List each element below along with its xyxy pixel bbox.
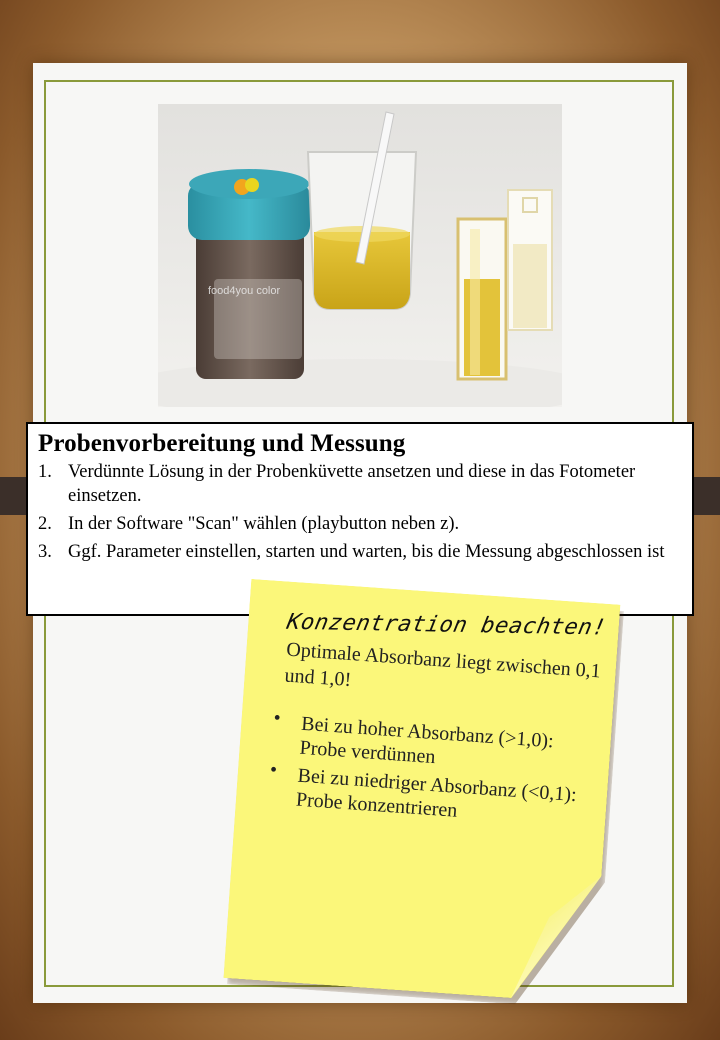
jar-label-text: food4you color [208, 285, 281, 297]
cuvette-pale [508, 190, 552, 330]
bullet-item: • Bei zu niedriger Absorbanz (<0,1): Probe konzentrieren [275, 762, 598, 832]
sticky-note [221, 579, 690, 1039]
sticky-note-bullets [275, 710, 601, 832]
step-number: 2. [38, 514, 52, 534]
edge-tab-right [690, 477, 720, 515]
bullet-item: • Bei zu hoher Absorbanz (>1,0): Probe verdünnen [279, 710, 602, 780]
sticky-note-lead: Optimale Absorbanz liegt zwischen 0,1 und 1,0! [283, 638, 602, 692]
step-text: Ggf. Parameter einstellen, starten und warten, bis die Messung abgeschlossen ist [68, 542, 665, 562]
lab-photo [158, 104, 562, 407]
step-text: In der Software "Scan" wählen (playbutton neben z). [68, 514, 460, 534]
step-item [38, 512, 682, 536]
step-number: 3. [38, 542, 52, 562]
cuvette-yellow [458, 219, 506, 379]
step-item [38, 460, 682, 508]
instruction-steps [38, 460, 682, 564]
instruction-title: Probenvorbereitung und Messung [38, 430, 406, 457]
step-number: 1. [38, 462, 52, 482]
sticky-note-title: Konzentration beachten! [284, 610, 609, 641]
powder-jar [188, 169, 310, 379]
sticky-note-content [275, 602, 609, 837]
step-item [38, 540, 682, 564]
step-text: Verdünnte Lösung in der Probenküvette ansetzen und diese in das Fotometer einsetzen. [68, 462, 636, 506]
